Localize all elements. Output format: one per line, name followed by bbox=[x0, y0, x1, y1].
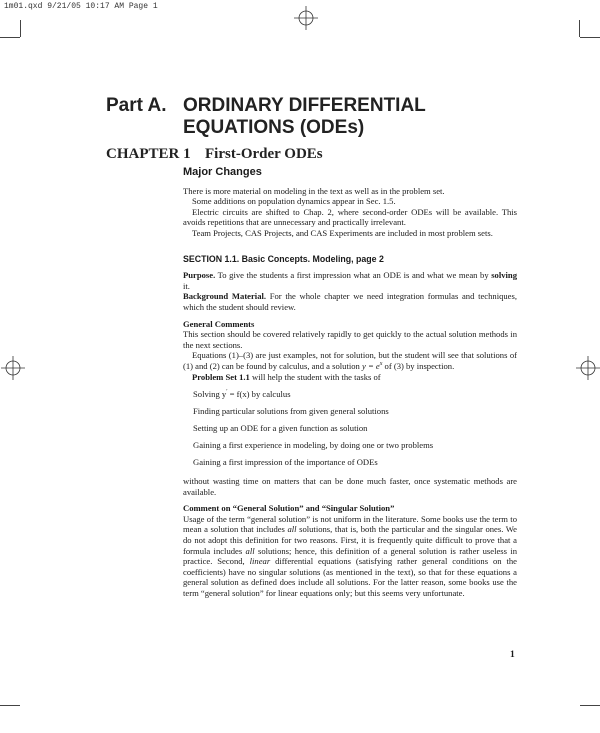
part-title-line2: EQUATIONS (ODEs) bbox=[183, 117, 365, 138]
comment-text-b: solutions, that is, both the particular and the singular ones. We do not adopt this definition for two reasons. First, it is frequently quite difficult to prove that a formula includes bbox=[183, 524, 517, 556]
problem-set-paragraph bbox=[183, 372, 517, 383]
comment-paragraph bbox=[183, 514, 517, 599]
major-p3: Electric circuits are shifted to Chap. 2, where second-order ODEs will be available. This avoids repetitions that are unnecessary and practically irrelevant. bbox=[183, 206, 517, 228]
purpose-paragraph bbox=[183, 270, 517, 291]
print-slug: 1m01.qxd 9/21/05 10:17 AM Page 1 bbox=[4, 2, 158, 11]
item1-text-a: Solving y bbox=[193, 389, 227, 400]
item1-text-b: = f(x) by calculus bbox=[227, 389, 291, 400]
item1-prime: ′ bbox=[226, 389, 228, 396]
gc-p2-sup: x bbox=[379, 361, 383, 368]
part-title-line1: ORDINARY DIFFERENTIAL bbox=[183, 95, 426, 116]
registration-mark-right bbox=[576, 356, 600, 380]
problem-set-text: will help the student with the tasks of bbox=[249, 371, 381, 382]
purpose-label: Purpose. bbox=[183, 270, 216, 281]
comment-all-2: all bbox=[245, 545, 255, 556]
general-comments-heading: General Comments bbox=[183, 318, 255, 329]
problem-set-label: Problem Set 1.1 bbox=[192, 371, 250, 382]
comment-all-1: all bbox=[287, 524, 297, 535]
chapter-number: CHAPTER 1 bbox=[106, 146, 191, 162]
list-item: Finding particular solutions from given general solutions bbox=[193, 406, 389, 417]
main-content bbox=[183, 167, 517, 599]
background-label: Background Material. bbox=[183, 291, 267, 302]
section-heading: SECTION 1.1. Basic Concepts. Modeling, page 2 bbox=[183, 253, 384, 264]
crop-mark bbox=[0, 37, 20, 38]
purpose-text-a: To give the students a first impression what an ODE is and what we mean by bbox=[215, 270, 492, 281]
crop-mark bbox=[0, 705, 20, 706]
part-title bbox=[106, 95, 426, 139]
list-item: Setting up an ODE for a given function as solution bbox=[193, 423, 368, 434]
crop-mark bbox=[20, 20, 21, 37]
comment-linear: linear bbox=[249, 556, 271, 567]
crop-mark bbox=[580, 37, 600, 38]
chapter-title bbox=[106, 146, 323, 163]
comment-heading: Comment on “General Solution” and “Singular Solution” bbox=[183, 503, 395, 514]
major-p4: Team Projects, CAS Projects, and CAS Experiments are included in most problem sets. bbox=[192, 227, 493, 238]
background-paragraph bbox=[183, 291, 517, 312]
gc-p2-text-b: of (3) by inspection. bbox=[382, 360, 455, 371]
comment-text-c: solutions; hence, this definition of a general solution is rather useless in practice. Second, bbox=[183, 545, 517, 567]
list-item bbox=[193, 389, 517, 400]
chapter-name: First-Order ODEs bbox=[205, 146, 323, 162]
general-comments-p1: This section should be covered relatively rapidly to get quickly to the actual solution methods in the next sections. bbox=[183, 329, 517, 350]
comment-text-a: Usage of the term “general solution” is not uniform in the literature. Some books use the term to mean a solution that includes bbox=[183, 513, 517, 535]
registration-mark-top bbox=[294, 6, 318, 30]
page-number: 1 bbox=[510, 650, 515, 660]
list-item: Gaining a first experience in modeling, by doing one or two problems bbox=[193, 440, 434, 451]
major-changes-heading: Major Changes bbox=[183, 166, 262, 178]
purpose-text-c: it. bbox=[183, 280, 190, 291]
crop-mark bbox=[579, 20, 580, 37]
crop-mark bbox=[580, 705, 600, 706]
major-p2: Some additions on population dynamics appear in Sec. 1.5. bbox=[192, 196, 396, 207]
gc-p2-text-a: Equations (1)–(3) are just examples, not for solution, but the student will see that solutions of (1) and (2) can be found by calculus, and a solution bbox=[183, 350, 517, 371]
background-text: For the whole chapter we need integration formulas and techniques, which the student should review. bbox=[183, 291, 517, 312]
major-p1: There is more material on modeling in the text as well as in the problem set. bbox=[183, 185, 445, 196]
comment-text-d: differential equations (satisfying rather general conditions on the coefficients) have no singular solutions (as mentioned in the text), so that for these equations a general solution as defined does include all solutions. For the latter reason, some books use the term “general solution” for linear equations only; but this seems very unfortunate. bbox=[183, 556, 517, 598]
purpose-solving: solving bbox=[491, 270, 517, 281]
registration-mark-left bbox=[1, 356, 25, 380]
part-label: Part A. bbox=[106, 95, 167, 116]
general-comments-p2 bbox=[183, 350, 517, 371]
after-list-paragraph: without wasting time on matters that can be done much faster, once systematic methods are available. bbox=[183, 476, 517, 497]
gc-p2-math: y = e bbox=[361, 360, 380, 371]
list-item: Gaining a first impression of the importance of ODEs bbox=[193, 457, 378, 468]
